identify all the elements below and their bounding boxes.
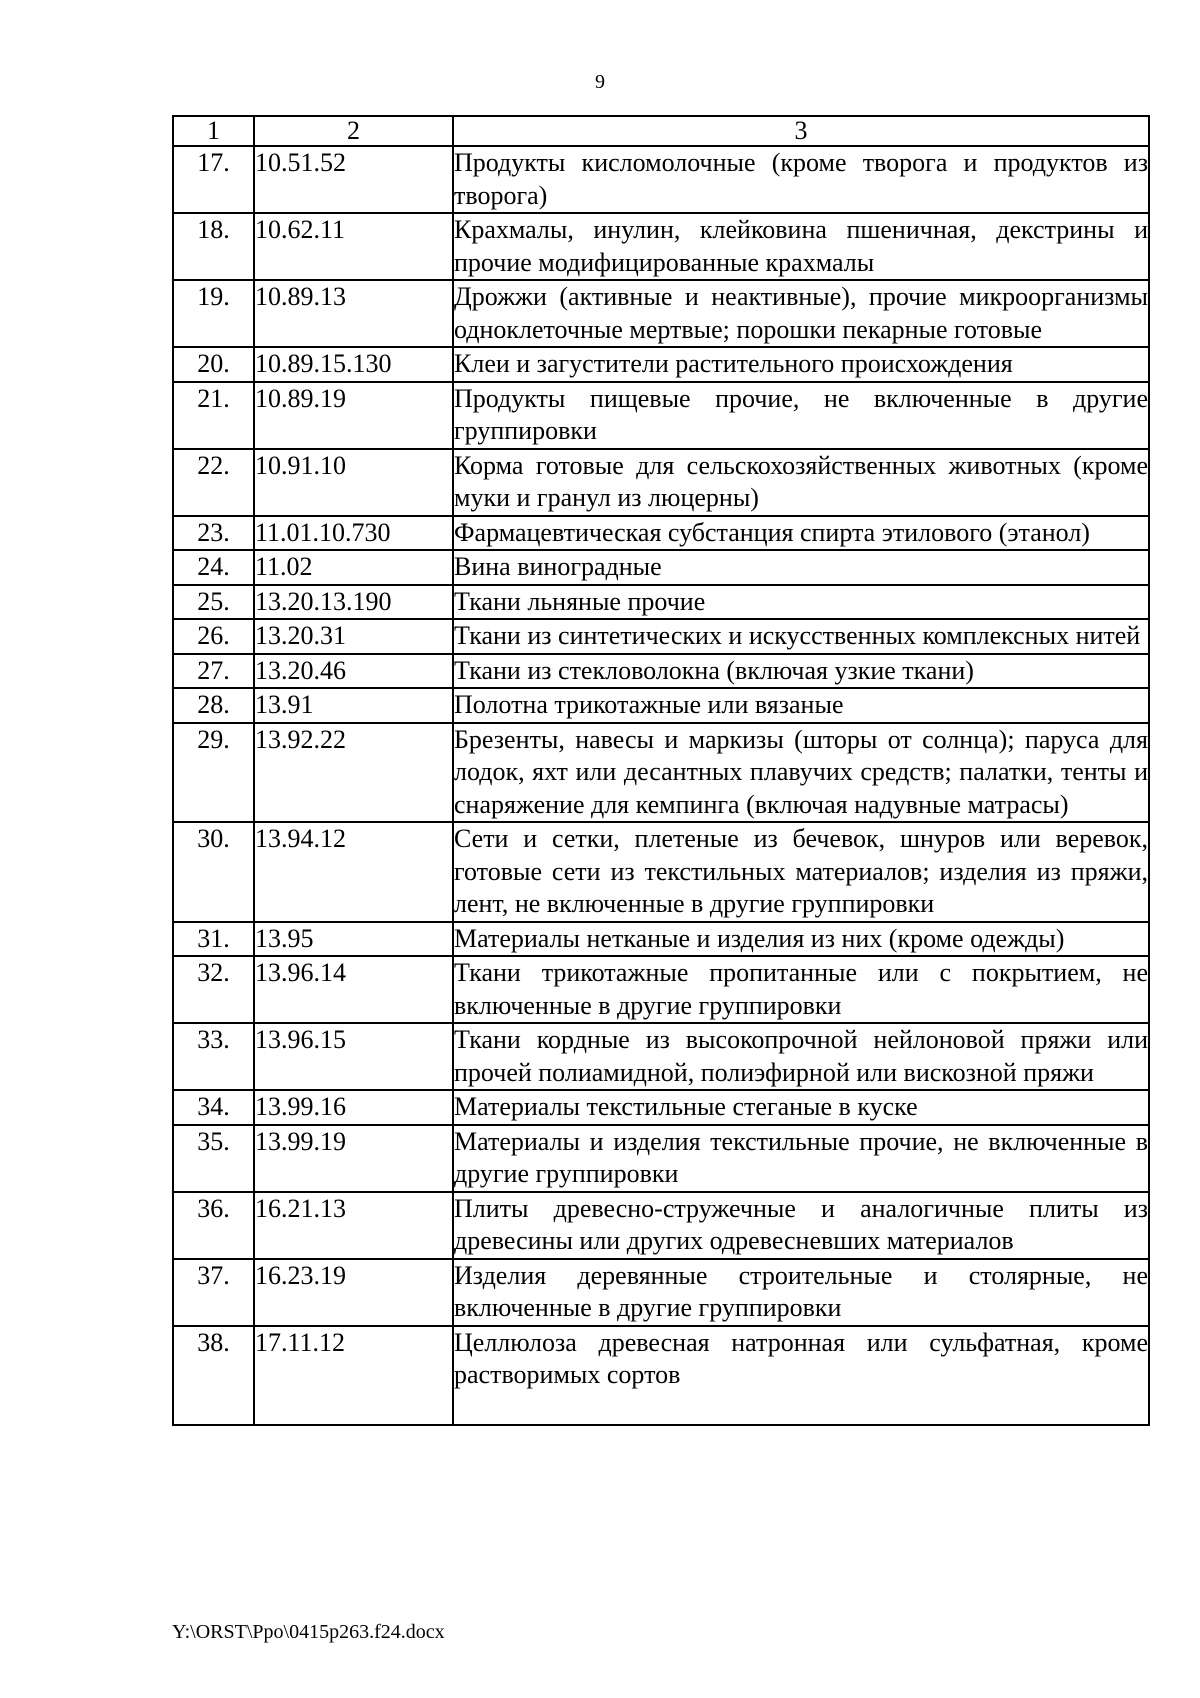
table-row	[173, 1259, 1149, 1326]
row-number: 38.	[173, 1326, 254, 1425]
table-row	[173, 347, 1149, 382]
table-row	[173, 922, 1149, 957]
table-row	[173, 516, 1149, 551]
table-row	[173, 619, 1149, 654]
table-row	[173, 1090, 1149, 1125]
okpd-code: 10.51.52	[254, 146, 453, 213]
table-header-row	[173, 116, 1149, 146]
product-description: Продукты кисломолочные (кроме творога и продуктов из творога)	[453, 146, 1149, 213]
product-description: Ткани кордные из высокопрочной нейлоновой пряжи или прочей полиамидной, полиэфирной или вискозной пряжи	[453, 1023, 1149, 1090]
table-row	[173, 956, 1149, 1023]
table-row	[173, 1192, 1149, 1259]
product-description: Ткани из синтетических и искусственных комплексных нитей	[453, 619, 1149, 654]
okpd-code: 17.11.12	[254, 1326, 453, 1425]
okpd-code: 16.21.13	[254, 1192, 453, 1259]
column-header-description: 3	[453, 116, 1149, 146]
product-description: Корма готовые для сельскохозяйственных животных (кроме муки и гранул из люцерны)	[453, 449, 1149, 516]
row-number: 26.	[173, 619, 254, 654]
row-number: 31.	[173, 922, 254, 957]
product-description: Крахмалы, инулин, клейковина пшеничная, декстрины и прочие модифицированные крахмалы	[453, 213, 1149, 280]
classification-table	[172, 115, 1150, 1426]
okpd-code: 13.20.46	[254, 654, 453, 689]
row-number: 18.	[173, 213, 254, 280]
okpd-code: 10.89.19	[254, 382, 453, 449]
okpd-code: 10.89.13	[254, 280, 453, 347]
table-row	[173, 280, 1149, 347]
product-description: Брезенты, навесы и маркизы (шторы от солнца); паруса для лодок, яхт или десантных плавучих средств; палатки, тенты и снаряжение для кемпинга (включая надувные матрасы)	[453, 723, 1149, 823]
row-number: 25.	[173, 585, 254, 620]
okpd-code: 11.02	[254, 550, 453, 585]
product-description: Целлюлоза древесная натронная или сульфатная, кроме растворимых сортов	[453, 1326, 1149, 1425]
okpd-code: 16.23.19	[254, 1259, 453, 1326]
table-row	[173, 654, 1149, 689]
row-number: 24.	[173, 550, 254, 585]
okpd-code: 10.91.10	[254, 449, 453, 516]
product-description: Изделия деревянные строительные и столярные, не включенные в другие группировки	[453, 1259, 1149, 1326]
okpd-code: 13.96.15	[254, 1023, 453, 1090]
product-description: Клеи и загустители растительного происхождения	[453, 347, 1149, 382]
table-row	[173, 550, 1149, 585]
okpd-code: 13.99.16	[254, 1090, 453, 1125]
table-row	[173, 213, 1149, 280]
product-description: Сети и сетки, плетеные из бечевок, шнуров или веревок, готовые сети из текстильных материалов; изделия из пряжи, лент, не включенные в другие группировки	[453, 822, 1149, 922]
product-description: Материалы и изделия текстильные прочие, не включенные в другие группировки	[453, 1125, 1149, 1192]
okpd-code: 11.01.10.730	[254, 516, 453, 551]
product-description: Материалы нетканые и изделия из них (кроме одежды)	[453, 922, 1149, 957]
product-description: Дрожжи (активные и неактивные), прочие микроорганизмы одноклеточные мертвые; порошки пекарные готовые	[453, 280, 1149, 347]
table-row	[173, 1326, 1149, 1425]
table-row	[173, 146, 1149, 213]
okpd-code: 13.91	[254, 688, 453, 723]
row-number: 27.	[173, 654, 254, 689]
table-row	[173, 1023, 1149, 1090]
row-number: 30.	[173, 822, 254, 922]
row-number: 20.	[173, 347, 254, 382]
table-row	[173, 1125, 1149, 1192]
row-number: 37.	[173, 1259, 254, 1326]
product-description: Плиты древесно-стружечные и аналогичные плиты из древесины или других одревесневших материалов	[453, 1192, 1149, 1259]
product-description: Материалы текстильные стеганые в куске	[453, 1090, 1149, 1125]
file-path-footer: Y:\ORST\Ppo\0415p263.f24.docx	[172, 1621, 445, 1643]
row-number: 17.	[173, 146, 254, 213]
row-number: 28.	[173, 688, 254, 723]
product-description: Продукты пищевые прочие, не включенные в другие группировки	[453, 382, 1149, 449]
okpd-code: 13.20.13.190	[254, 585, 453, 620]
table-row	[173, 822, 1149, 922]
product-description: Ткани из стекловолокна (включая узкие ткани)	[453, 654, 1149, 689]
product-description: Фармацевтическая субстанция спирта этилового (этанол)	[453, 516, 1149, 551]
okpd-code: 13.20.31	[254, 619, 453, 654]
table-row	[173, 688, 1149, 723]
row-number: 36.	[173, 1192, 254, 1259]
table-row	[173, 449, 1149, 516]
column-header-number: 1	[173, 116, 254, 146]
row-number: 33.	[173, 1023, 254, 1090]
product-description: Ткани льняные прочие	[453, 585, 1149, 620]
okpd-code: 13.95	[254, 922, 453, 957]
page-number: 9	[595, 71, 605, 93]
okpd-code: 13.99.19	[254, 1125, 453, 1192]
row-number: 23.	[173, 516, 254, 551]
table-row	[173, 723, 1149, 823]
table-row	[173, 382, 1149, 449]
product-description: Ткани трикотажные пропитанные или с покрытием, не включенные в другие группировки	[453, 956, 1149, 1023]
table-row	[173, 585, 1149, 620]
row-number: 34.	[173, 1090, 254, 1125]
okpd-code: 10.62.11	[254, 213, 453, 280]
okpd-code: 10.89.15.130	[254, 347, 453, 382]
row-number: 21.	[173, 382, 254, 449]
row-number: 32.	[173, 956, 254, 1023]
row-number: 35.	[173, 1125, 254, 1192]
row-number: 22.	[173, 449, 254, 516]
okpd-code: 13.92.22	[254, 723, 453, 823]
product-description: Полотна трикотажные или вязаные	[453, 688, 1149, 723]
product-description: Вина виноградные	[453, 550, 1149, 585]
okpd-code: 13.94.12	[254, 822, 453, 922]
okpd-code: 13.96.14	[254, 956, 453, 1023]
row-number: 29.	[173, 723, 254, 823]
row-number: 19.	[173, 280, 254, 347]
column-header-code: 2	[254, 116, 453, 146]
